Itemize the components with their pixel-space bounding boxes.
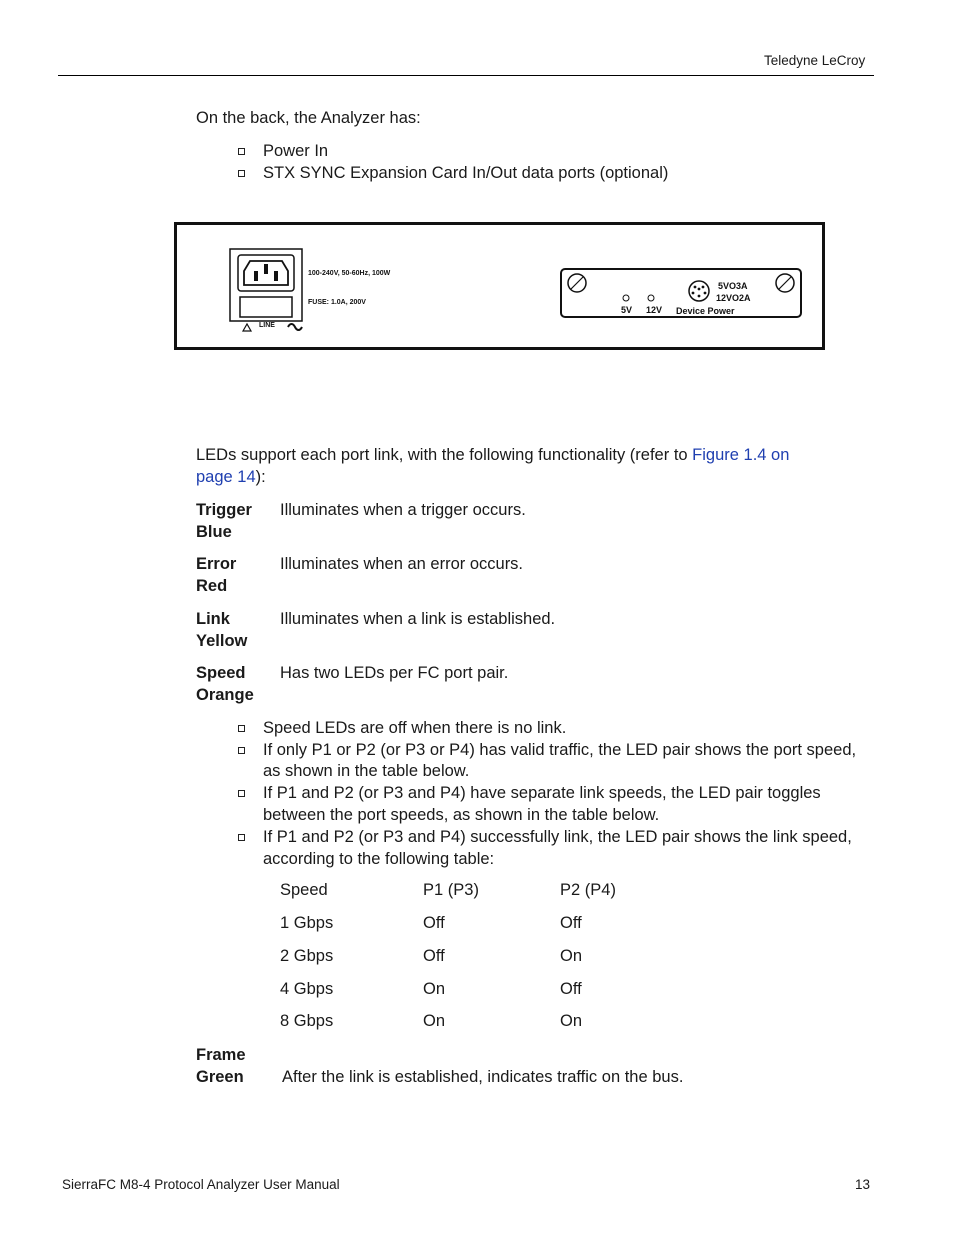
list-item: If P1 and P2 (or P3 and P4) have separate link speeds, the LED pair toggles bbox=[263, 784, 821, 802]
led-color-blue: Blue bbox=[196, 523, 232, 541]
rating-5v-label: 5VO3A bbox=[718, 281, 748, 291]
table-header-p1: P1 (P3) bbox=[423, 881, 479, 899]
bullet-icon bbox=[238, 834, 245, 841]
back-panel-figure bbox=[174, 222, 825, 350]
leds-intro-end: ): bbox=[255, 468, 266, 486]
page-link[interactable]: page 14 bbox=[196, 468, 256, 486]
table-header-speed: Speed bbox=[280, 881, 328, 899]
led-desc-frame: After the link is established, indicates traffic on the bus. bbox=[282, 1068, 684, 1086]
list-item-cont: as shown in the table below. bbox=[263, 762, 470, 780]
led-color-orange: Orange bbox=[196, 686, 254, 704]
led-desc-link: Illuminates when a link is established. bbox=[280, 610, 556, 628]
device-power-label: Device Power bbox=[676, 306, 735, 316]
list-item: STX SYNC Expansion Card In/Out data ports (optional) bbox=[263, 164, 669, 182]
table-cell: 1 Gbps bbox=[280, 914, 334, 932]
fuse-label: FUSE: 1.0A, 200V bbox=[308, 299, 366, 306]
led-desc-trigger: Illuminates when a trigger occurs. bbox=[280, 501, 526, 519]
bullet-icon bbox=[238, 148, 245, 155]
header-company: Teledyne LeCroy bbox=[764, 53, 866, 68]
led-color-yellow: Yellow bbox=[196, 632, 248, 650]
table-cell: Off bbox=[560, 914, 582, 932]
table-cell: On bbox=[560, 1012, 583, 1030]
list-item-cont: according to the following table: bbox=[263, 850, 495, 868]
leds-intro-paragraph bbox=[196, 444, 846, 488]
footer-manual-title: SierraFC M8-4 Protocol Analyzer User Manual bbox=[62, 1177, 340, 1192]
table-cell: Off bbox=[423, 914, 445, 932]
table-cell: Off bbox=[423, 947, 445, 965]
footer-page-number: 13 bbox=[855, 1177, 871, 1192]
table-cell: 4 Gbps bbox=[280, 980, 334, 998]
led-name-speed: Speed bbox=[196, 664, 246, 682]
figure-link[interactable]: Figure 1.4 on bbox=[692, 446, 790, 464]
list-item-cont: between the port speeds, as shown in the table below. bbox=[263, 806, 660, 824]
led-name-error: Error bbox=[196, 555, 237, 573]
rating-12v-label: 12VO2A bbox=[716, 293, 751, 303]
power-rating-label: 100-240V, 50-60Hz, 100W bbox=[308, 270, 391, 277]
list-item: Speed LEDs are off when there is no link. bbox=[263, 719, 567, 737]
bullet-icon bbox=[238, 725, 245, 732]
table-header-p2: P2 (P4) bbox=[560, 881, 616, 899]
led-color-red: Red bbox=[196, 577, 228, 595]
bullet-icon bbox=[238, 747, 245, 754]
led-name-link: Link bbox=[196, 610, 230, 628]
led-name-trigger: Trigger bbox=[196, 501, 252, 519]
led-desc-speed: Has two LEDs per FC port pair. bbox=[280, 664, 509, 682]
led-name-frame: Frame bbox=[196, 1046, 246, 1064]
intro-text: On the back, the Analyzer has: bbox=[196, 109, 421, 127]
header-rule bbox=[58, 75, 874, 76]
list-item: Power In bbox=[263, 142, 329, 160]
led-desc-error: Illuminates when an error occurs. bbox=[280, 555, 524, 573]
line-label: LINE bbox=[259, 322, 275, 329]
led-12v-label: 12V bbox=[646, 305, 663, 315]
bullet-icon bbox=[238, 170, 245, 177]
list-item: If only P1 or P2 (or P3 or P4) has valid traffic, the LED pair shows the port speed, bbox=[263, 741, 857, 759]
bullet-icon bbox=[238, 790, 245, 797]
table-cell: 2 Gbps bbox=[280, 947, 334, 965]
led-color-green: Green bbox=[196, 1068, 244, 1086]
led-5v-label: 5V bbox=[621, 305, 633, 315]
table-cell: On bbox=[423, 980, 446, 998]
leds-intro-text: LEDs support each port link, with the following functionality (refer to bbox=[196, 446, 693, 464]
table-cell: On bbox=[560, 947, 583, 965]
table-cell: On bbox=[423, 1012, 446, 1030]
table-cell: 8 Gbps bbox=[280, 1012, 334, 1030]
list-item: If P1 and P2 (or P3 and P4) successfully link, the LED pair shows the link speed, bbox=[263, 828, 852, 846]
table-cell: Off bbox=[560, 980, 582, 998]
